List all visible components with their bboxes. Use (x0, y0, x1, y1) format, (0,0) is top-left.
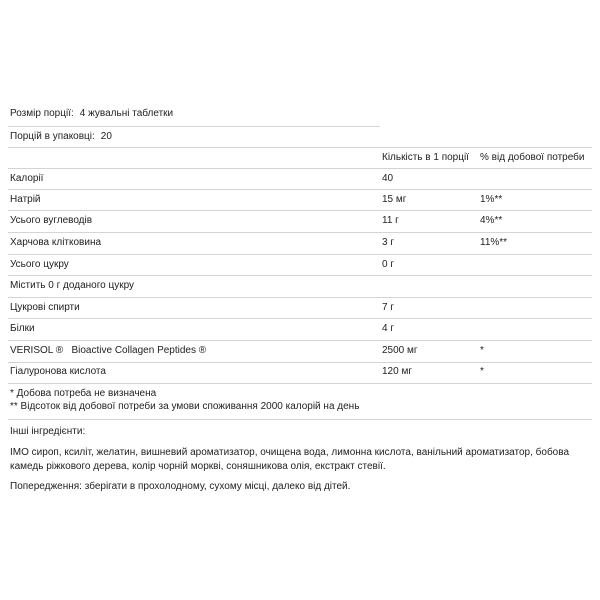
nutrient-amount: 15 мг (382, 194, 407, 205)
serving-size (10, 104, 173, 124)
nutrient-amount: 120 мг (382, 366, 412, 377)
nutrient-dv: 4%** (480, 215, 503, 226)
header-amount: Кількість в 1 порції (382, 152, 469, 163)
nutrient-name: Усього вуглеводів (10, 215, 93, 226)
servings-per-pack (10, 127, 112, 147)
serving-size-label: Розмір порції: (10, 108, 74, 119)
footnote: ** Відсоток від добової потреби за умови споживання 2000 калорій на день (10, 401, 360, 412)
warning-text: Попередження: зберігати в прохолодному, сухому місці, далеко від дітей. (10, 481, 351, 492)
nutrient-amount: 3 г (382, 237, 394, 248)
serving-size-value: 4 жувальні таблетки (79, 108, 174, 119)
footnote: * Добова потреба не визначена (10, 388, 157, 399)
nutrient-dv: * (480, 366, 484, 377)
nutrient-name: Усього цукру (10, 259, 69, 270)
table-row (8, 362, 592, 382)
table-header (8, 148, 592, 168)
table-row (8, 169, 592, 189)
divider (8, 419, 592, 420)
nutrient-dv: * (480, 345, 484, 356)
nutrient-name: Містить 0 г доданого цукру (10, 280, 135, 291)
nutrient-name: Калорії (10, 173, 44, 184)
header-daily-value: % від добової потреби (480, 152, 585, 163)
divider (8, 383, 592, 384)
nutrient-name: Білки (10, 323, 35, 334)
nutrient-name: VERISOL ® Bioactive Collagen Peptides ® (10, 345, 207, 356)
nutrient-amount: 2500 мг (382, 345, 418, 356)
table-row (8, 276, 592, 296)
table-row (8, 298, 592, 318)
nutrient-amount: 4 г (382, 323, 394, 334)
table-row (8, 341, 592, 361)
nutrient-amount: 7 г (382, 302, 394, 313)
table-row (8, 319, 592, 339)
nutrient-dv: 11%** (480, 237, 508, 248)
other-ingredients-text: IMO сироп, ксиліт, желатин, вишневий ароматизатор, очищена вода, лимонна кислота, ванільний ароматизатор, бобова камедь ріжкового дерева, колір чорній моркві, соняшникова олія, екстракт стевії. (10, 447, 570, 472)
nutrient-amount: 40 (382, 173, 394, 184)
nutrient-dv: 1%** (480, 194, 503, 205)
nutrient-name: Харчова клітковина (10, 237, 102, 248)
servings-per-pack-label: Порцій в упаковці: (10, 131, 95, 142)
nutrient-name: Натрій (10, 194, 41, 205)
nutrient-name: Гіалуронова кислота (10, 366, 106, 377)
nutrient-amount: 11 г (382, 215, 399, 226)
table-row (8, 211, 592, 231)
table-row (8, 233, 592, 253)
other-ingredients-title: Інші інгредієнти: (10, 426, 86, 437)
table-row (8, 190, 592, 210)
nutrient-name: Цукрові спирти (10, 302, 80, 313)
table-row (8, 255, 592, 275)
servings-per-pack-value: 20 (100, 131, 112, 142)
nutrient-amount: 0 г (382, 259, 394, 270)
